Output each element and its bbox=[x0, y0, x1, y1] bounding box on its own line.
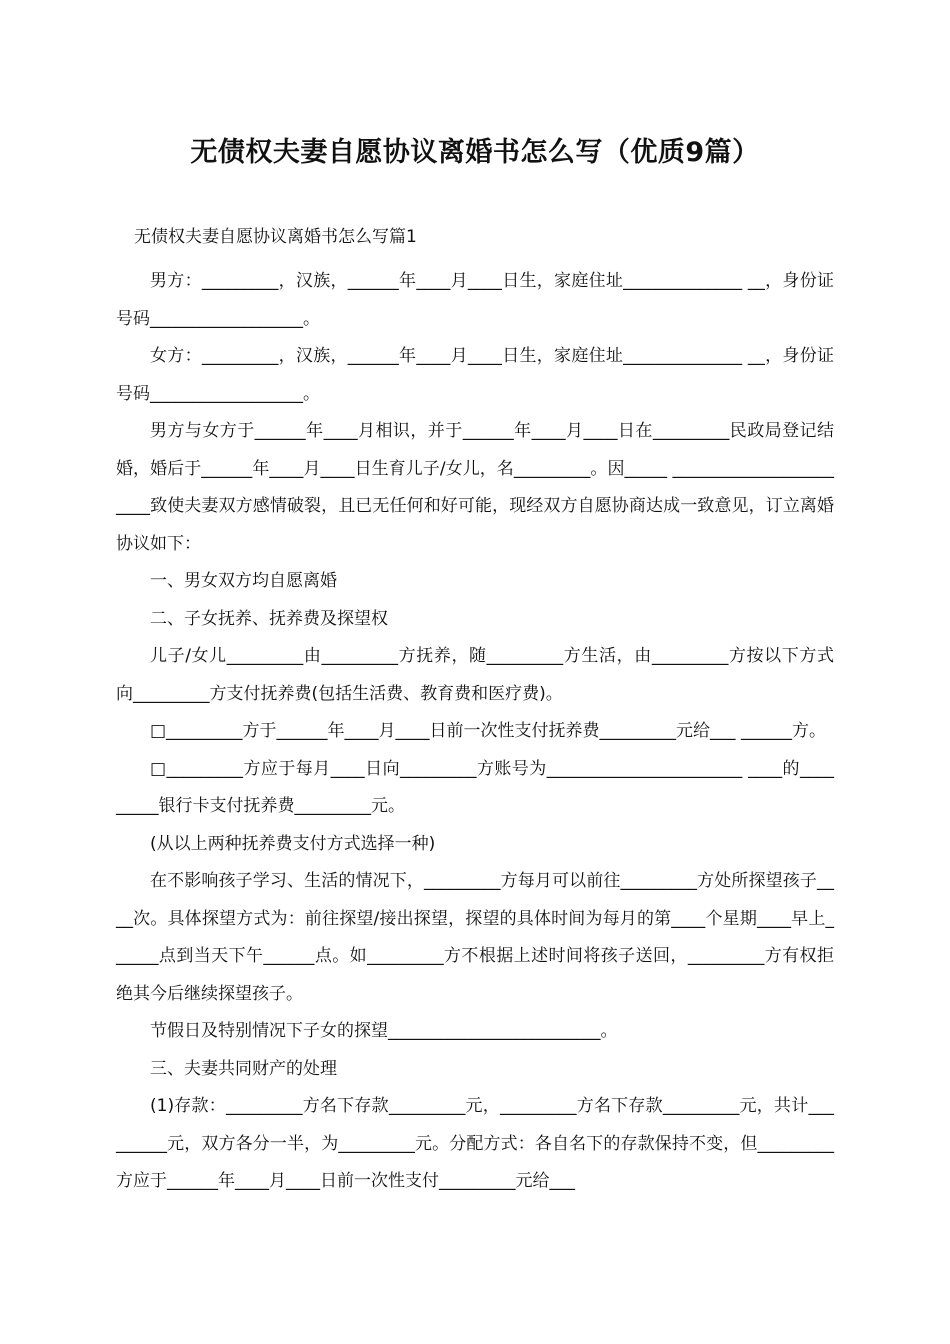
female-party-paragraph: 女方：_________，汉族，______年____月____日生，家庭住址______________ __，身份证号码__________________。 bbox=[116, 346, 834, 404]
clause-heading-2: 二、子女抚养、抚养费及探望权 bbox=[150, 608, 388, 629]
lump-sum-option: □_________方于______年____月____日前一次性支付抚养费_________元给___ ______方。 bbox=[150, 721, 826, 741]
monthly-payment-option: □_________方应于每月____日向_________方账号为_______________________ ____的_________银行卡支付抚养费_________元。 bbox=[116, 758, 834, 816]
marriage-background-paragraph: 男方与女方于______年____月相识，并于______年____月____日在_________民政局登记结婚，婚后于______年____月____日生育儿子/女儿，名_________。因_____ _______________________致使夫妻双方感情破裂，且已无任何和好可能，现经双方自愿协商达成一致意见，订立离婚协议如下： bbox=[116, 421, 834, 554]
male-party-paragraph: 男方：_________，汉族，______年____月____日生，家庭住址______________ __，身份证号码__________________。 bbox=[116, 271, 834, 329]
savings-paragraph: (1)存款：_________方名下存款_________元，_________方名下存款_________元，共计_________元，双方各分一半，为_________元。分配方式：各自名下的存款保持不变，但_________方应于______年____月____日前一次性支付_________元给___ bbox=[116, 1096, 834, 1191]
custody-paragraph: 儿子/女儿_________由_________方抚养，随_________方生活，由_________方按以下方式向_________方支付抚养费(包括生活费、教育费和医疗费)。 bbox=[116, 646, 834, 704]
clause-heading-1: 一、男女双方均自愿离婚 bbox=[150, 571, 337, 591]
clause-heading-3: 三、夫妻共同财产的处理 bbox=[150, 1058, 337, 1079]
holiday-visitation-paragraph: 节假日及特别情况下子女的探望_________________________。 bbox=[150, 1021, 618, 1041]
document-title: 无债权夫妻自愿协议离婚书怎么写（优质9篇） bbox=[190, 137, 760, 168]
payment-choice-note: (从以上两种抚养费支付方式选择一种) bbox=[150, 833, 436, 854]
visitation-paragraph: 在不影响孩子学习、生活的情况下，_________方每月可以前往_________方处所探望孩子____次。具体探望方式为：前往探望/接出探望，探望的具体时间为每月的第____个星期____早上______点到当天下午______点。如_________方不根据上述时间将孩子送回，_________方有权拒绝其今后继续探望孩子。 bbox=[116, 871, 834, 1004]
section-heading: 无债权夫妻自愿协议离婚书怎么写篇1 bbox=[134, 227, 417, 247]
